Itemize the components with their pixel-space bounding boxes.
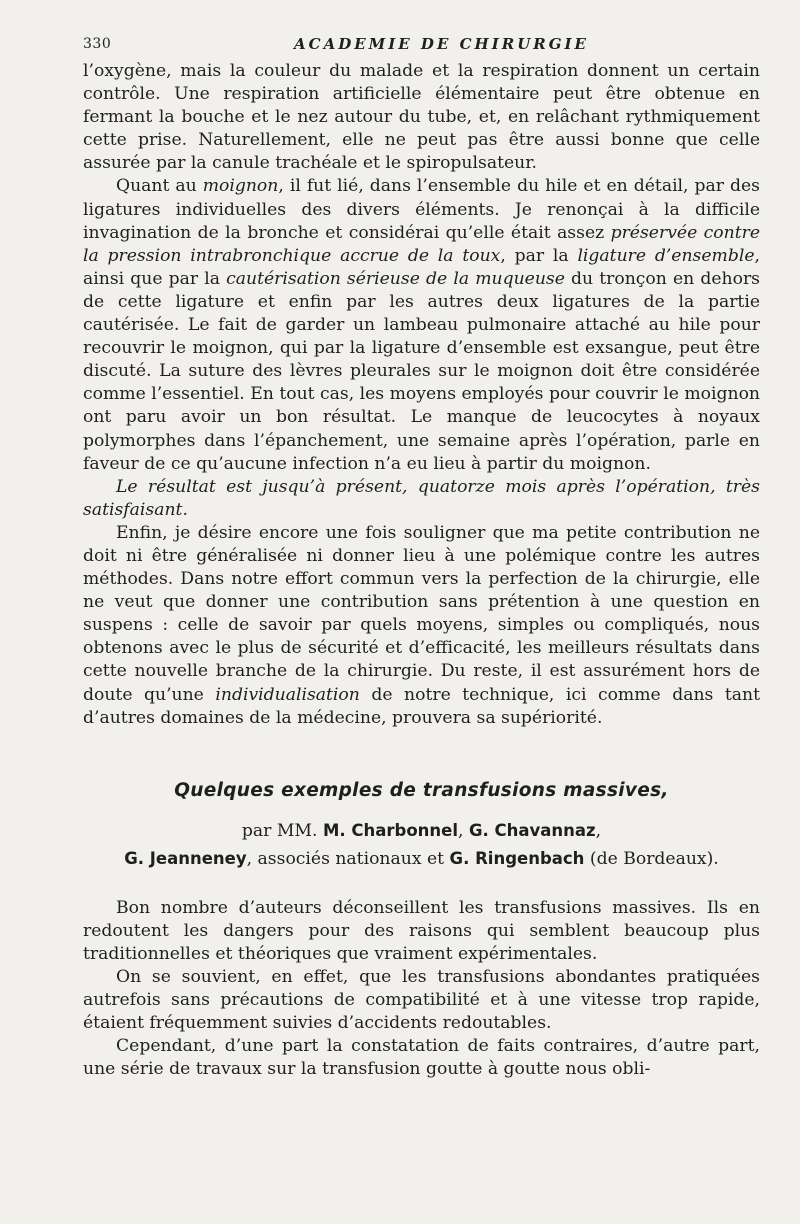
- article-2-title: Quelques exemples de transfusions massives,: [174, 779, 669, 801]
- emphasis-text: Le résultat est jusqu’à présent, quatorze mois après l’opération, très satisfaisant.: [83, 476, 760, 520]
- author-name: M. Charbonnel: [322, 820, 459, 840]
- byline-text: par MM.: [241, 820, 323, 841]
- paragraph-text: de notre technique, ici comme dans tant d’autres domaines de la médecine, prouvera sa supériorité.: [83, 684, 760, 728]
- author-name: G. Ringenbach: [449, 848, 585, 868]
- author-name: G. Chavannaz: [468, 820, 596, 840]
- paragraph-text: , par la: [500, 245, 578, 266]
- byline-text: , associés nationaux et: [246, 848, 450, 869]
- byline-separator: ,: [458, 820, 469, 841]
- paragraph: Bon nombre d’auteurs déconseillent les transfusions massives. Ils en redoutent les dangers pour des raisons qui semblent beaucoup plus traditionnelles et théoriques que vraiment expérimentales.: [83, 897, 760, 964]
- paragraph: [83, 175, 760, 475]
- paragraph-text: Enfin, je désire encore une fois souligner que ma petite contribution ne doit ni être généralisée ni donner lieu à une polémique contre les autres méthodes. Dans notre effort commun vers la perfection de la chirurgie, elle ne veut que donner une contribution sans prétention à une question en suspens : celle de savoir par quels moyens, simples ou compliqués, nous obtenons avec le plus de sécurité et d’efficacité, les meilleurs résultats dans cette nouvelle branche de la chirurgie. Du reste, il est assurément hors de doute qu’une: [83, 522, 760, 705]
- section-divider-space: [83, 730, 760, 780]
- emphasis-text: cautérisation sérieuse de la muqueuse: [226, 268, 565, 289]
- paragraph-text: l’oxygène, mais la couleur du malade et la respiration donnent un certain contrôle. Une respiration artificielle élémentaire peut être obtenue en fermant la bouche et le nez autour du tube, et, en relâchant rythmiquement cette prise. Naturellement, elle ne peut pas être aussi bonne que celle assurée par la canule trachéale et le spiropulsateur.: [83, 61, 760, 174]
- byline-space: [83, 873, 760, 897]
- byline-text: (de Bordeaux).: [584, 848, 719, 869]
- emphasis-text: moignon: [202, 176, 279, 197]
- running-head: ACADEMIE DE CHIRURGIE: [294, 35, 589, 53]
- page-header: [83, 30, 760, 60]
- article-2-byline: [83, 817, 760, 873]
- article-2-body: [83, 897, 760, 1082]
- article-1-body: [83, 60, 760, 730]
- page-number: 330: [83, 36, 112, 52]
- author-name: G. Jeanneney: [124, 848, 247, 868]
- paragraph: Cependant, d’une part la constatation de faits contraires, d’autre part, une série de travaux sur la transfusion goutte à goutte nous obli-: [83, 1036, 760, 1080]
- paragraph: [83, 476, 760, 522]
- emphasis-text: préservée contre la pression intrabronchique accrue de la toux: [83, 222, 760, 266]
- paragraph: [83, 522, 760, 730]
- byline-separator: ,: [595, 820, 602, 841]
- paragraph-text: , il fut lié, dans l’ensemble du hile et en détail, par des ligatures individuelles des divers éléments. Je renonçai à la difficile invagination de la bronche et considérai qu’elle était assez: [83, 176, 760, 243]
- emphasis-text: ligature d’ensemble: [577, 245, 755, 266]
- paragraph-text: Quant au: [116, 176, 203, 197]
- paragraph: [83, 60, 760, 175]
- paragraph-text: , ainsi que par la: [83, 245, 760, 289]
- paragraph-text: du tronçon en dehors de cette ligature et enfin par les autres deux ligatures de la partie cautérisée. Le fait de garder un lambeau pulmonaire attaché au hile pour recouvrir le moignon, qui par la ligature d’ensemble est exsangue, peut être discuté. La suture des lèvres pleurales sur le moignon doit être considérée comme l’essentiel. En tout cas, les moyens employés pour couvrir le moignon ont paru avoir un bon résultat. Le manque de leucocytes à noyaux polymorphes dans l’épanchement, une semaine après l’opération, parle en faveur de ce qu’aucune infection n’a eu lieu à partir du moignon.: [83, 268, 760, 474]
- emphasis-text: individualisation: [215, 684, 360, 705]
- paragraph: On se souvient, en effet, que les transfusions abondantes pratiquées autrefois sans précautions de compatibilité et à une vitesse trop rapide, étaient fréquemment suivies d’accidents redoutables.: [83, 967, 760, 1034]
